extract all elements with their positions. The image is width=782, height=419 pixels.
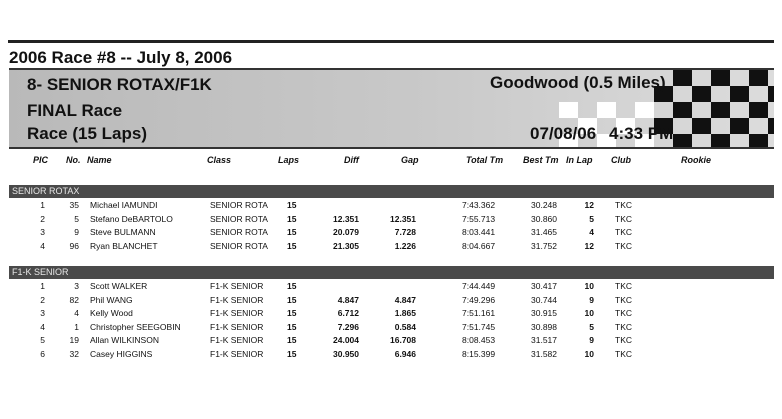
top-rule	[8, 40, 774, 43]
result-name: Stefano DeBARTOLO	[90, 213, 173, 224]
result-no: 35	[69, 200, 79, 210]
result-pic: 1	[40, 281, 45, 291]
banner-race-type: FINAL Race	[27, 101, 123, 120]
result-diff: 6.712	[337, 308, 359, 319]
result-club: TKC	[615, 213, 632, 224]
result-pic: 1	[40, 200, 45, 210]
result-diff: 20.079	[333, 227, 359, 238]
result-inlap: 12	[584, 240, 594, 251]
banner-track: Goodwood (0.5 Miles)	[490, 73, 666, 92]
result-diff: 24.004	[333, 335, 359, 346]
result-pic: 2	[40, 213, 45, 224]
banner-race-laps: Race (15 Laps)	[27, 124, 147, 143]
result-name: Christopher SEEGOBIN	[90, 321, 181, 332]
result-inlap: 10	[584, 349, 594, 359]
col-header-class: Class	[207, 155, 232, 165]
result-name: Phil WANG	[90, 294, 133, 305]
banner-date: 07/08/06	[530, 124, 597, 143]
result-no: 9	[74, 227, 79, 238]
result-gap: 16.708	[390, 335, 416, 346]
result-pic: 4	[40, 240, 45, 251]
result-club: TKC	[615, 281, 632, 291]
result-diff: 12.351	[333, 213, 359, 224]
result-name: Michael IAMUNDI	[90, 200, 158, 210]
result-inlap: 10	[584, 281, 594, 291]
result-gap: 12.351	[390, 213, 416, 224]
result-name: Allan WILKINSON	[90, 335, 159, 346]
result-total: 7:55.713	[462, 213, 496, 224]
result-gap: 4.847	[394, 294, 416, 305]
section-header: F1-K SENIOR	[9, 266, 774, 279]
result-laps: 15	[287, 294, 297, 305]
result-no: 3	[74, 281, 79, 291]
result-laps: 15	[287, 200, 297, 210]
result-class: F1-K SENIOR	[210, 349, 264, 359]
result-name: Ryan BLANCHET	[90, 240, 158, 251]
race-banner	[9, 68, 774, 149]
result-class: F1-K SENIOR	[210, 335, 264, 346]
result-inlap: 10	[584, 308, 594, 319]
result-gap: 1.226	[394, 240, 416, 251]
result-total: 8:04.667	[462, 240, 496, 251]
result-inlap: 12	[584, 200, 594, 210]
result-club: TKC	[615, 200, 632, 210]
result-name: Steve BULMANN	[90, 227, 156, 238]
result-inlap: 4	[589, 227, 594, 238]
result-pic: 2	[40, 294, 45, 305]
result-class: F1-K SENIOR	[210, 321, 264, 332]
col-header-inlap: In Lap	[566, 155, 593, 165]
result-best: 31.517	[531, 335, 557, 346]
race-title: 2006 Race #8 -- July 8, 2006	[9, 48, 233, 67]
col-header-no: No.	[66, 155, 81, 165]
result-inlap: 9	[589, 335, 594, 346]
result-club: TKC	[615, 349, 632, 359]
result-laps: 15	[287, 308, 297, 319]
result-total: 7:44.449	[462, 281, 496, 291]
result-diff: 7.296	[337, 321, 359, 332]
result-no: 19	[69, 335, 79, 346]
result-name: Casey HIGGINS	[90, 349, 153, 359]
col-header-best: Best Tm	[523, 155, 559, 165]
result-diff: 30.950	[333, 349, 359, 359]
result-club: TKC	[615, 335, 632, 346]
result-best: 30.744	[531, 294, 557, 305]
result-laps: 15	[287, 227, 297, 238]
result-pic: 4	[40, 321, 45, 332]
result-laps: 15	[287, 213, 297, 224]
result-best: 30.915	[531, 308, 557, 319]
col-header-laps: Laps	[278, 155, 300, 165]
result-class: F1-K SENIOR	[210, 294, 264, 305]
result-inlap: 9	[589, 294, 594, 305]
col-header-total: Total Tm	[466, 155, 504, 165]
result-gap: 1.865	[394, 308, 416, 319]
result-laps: 15	[287, 349, 297, 359]
result-no: 32	[69, 349, 79, 359]
result-pic: 5	[40, 335, 45, 346]
result-inlap: 5	[589, 321, 594, 332]
col-header-club: Club	[611, 155, 631, 165]
section-header: SENIOR ROTAX	[9, 185, 774, 198]
result-best: 30.248	[531, 200, 557, 210]
result-best: 31.752	[531, 240, 557, 251]
result-laps: 15	[287, 335, 297, 346]
result-total: 8:15.399	[462, 349, 496, 359]
result-club: TKC	[615, 294, 632, 305]
result-total: 8:08.453	[462, 335, 496, 346]
result-club: TKC	[615, 227, 632, 238]
result-gap: 0.584	[394, 321, 416, 332]
result-total: 8:03.441	[462, 227, 496, 238]
result-no: 4	[74, 308, 79, 319]
result-diff: 4.847	[337, 294, 359, 305]
result-gap: 6.946	[394, 349, 416, 359]
banner-time: 4:33 PM	[609, 124, 674, 143]
result-total: 7:49.296	[462, 294, 496, 305]
result-class: SENIOR ROTA	[210, 240, 268, 251]
col-header-pic: PIC	[33, 155, 49, 165]
result-laps: 15	[287, 281, 297, 291]
result-total: 7:43.362	[462, 200, 496, 210]
result-best: 30.860	[531, 213, 557, 224]
result-gap: 7.728	[394, 227, 416, 238]
result-name: Kelly Wood	[90, 308, 133, 319]
result-laps: 15	[287, 321, 297, 332]
result-class: F1-K SENIOR	[210, 281, 264, 291]
result-club: TKC	[615, 321, 632, 332]
result-class: SENIOR ROTA	[210, 200, 268, 210]
result-best: 30.898	[531, 321, 557, 332]
col-header-rookie: Rookie	[681, 155, 712, 165]
result-best: 30.417	[531, 281, 557, 291]
result-pic: 3	[40, 308, 45, 319]
result-inlap: 5	[589, 213, 594, 224]
result-best: 31.465	[531, 227, 557, 238]
result-pic: 3	[40, 227, 45, 238]
banner-class-line: 8- SENIOR ROTAX/F1K	[27, 75, 212, 94]
col-header-name: Name	[87, 155, 112, 165]
col-header-diff: Diff	[344, 155, 359, 165]
result-diff: 21.305	[333, 240, 359, 251]
result-no: 1	[74, 321, 79, 332]
result-no: 82	[69, 294, 79, 305]
result-no: 5	[74, 213, 79, 224]
result-best: 31.582	[531, 349, 557, 359]
col-header-gap: Gap	[401, 155, 419, 165]
result-total: 7:51.745	[462, 321, 496, 332]
result-class: SENIOR ROTA	[210, 213, 268, 224]
result-club: TKC	[615, 240, 632, 251]
result-class: SENIOR ROTA	[210, 227, 268, 238]
result-no: 96	[69, 240, 79, 251]
result-total: 7:51.161	[462, 308, 496, 319]
result-pic: 6	[40, 349, 45, 359]
result-laps: 15	[287, 240, 297, 251]
result-club: TKC	[615, 308, 632, 319]
result-name: Scott WALKER	[90, 281, 148, 291]
result-class: F1-K SENIOR	[210, 308, 264, 319]
